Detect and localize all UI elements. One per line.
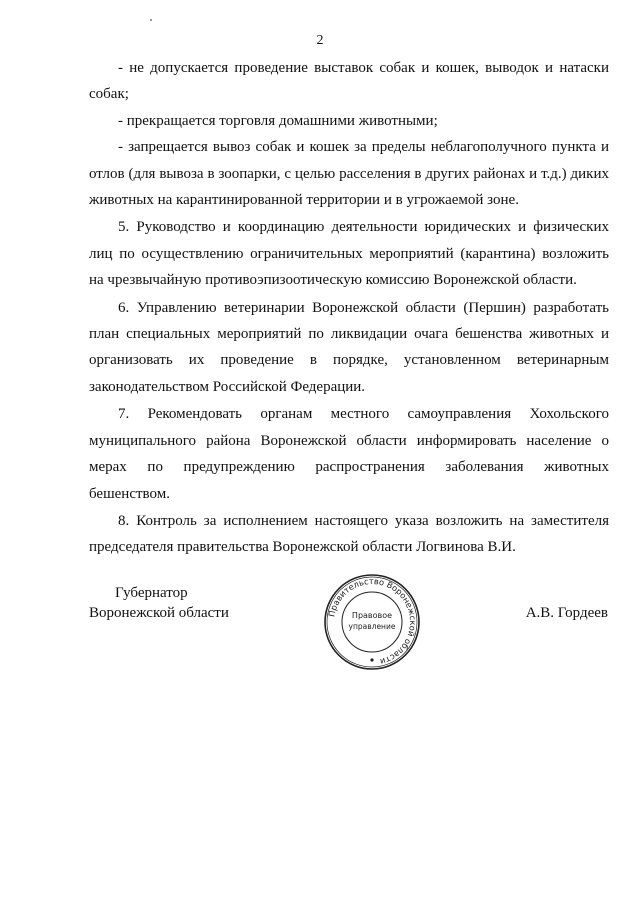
signatory-title-line1: Губернатор xyxy=(115,585,188,601)
paragraph-item-7: 7. Рекомендовать органам местного самоуправления Хохольского муниципального района Воронежской области информировать население о мерах по предупреждению распространения заболевания животных бешенством. xyxy=(89,406,609,502)
signatory-title xyxy=(89,583,289,623)
signatory-title-line2: Воронежской области xyxy=(89,605,229,621)
paragraph-item-6: 6. Управлению ветеринарии Воронежской области (Першин) разработать план специальных мероприятий по ликвидации очага бешенства животных и организовать их проведение в порядке, установленном ветеринарным законодательством Российской Федерации. xyxy=(89,299,609,395)
paragraph-item-5: 5. Руководство и координацию деятельности юридических и физических лиц по осуществлению ограничительных мероприятий (карантина) возложить на чрезвычайную противоэпизоотическую комиссию Воронежской области. xyxy=(89,219,609,289)
signatory-name: А.В. Гордеев xyxy=(525,605,608,621)
paragraph-pet-trade-stop: - прекращается торговля домашними животными; xyxy=(118,112,438,129)
stamp-center-line2: управление xyxy=(348,622,396,631)
paragraph-exhibitions-ban: - не допускается проведение выставок собак и кошек, выводок и натаски собак; xyxy=(89,60,609,103)
official-stamp xyxy=(322,572,422,672)
paragraph-item-8: 8. Контроль за исполнением настоящего указа возложить на заместителя председателя правительства Воронежской области Логвинова В.И. xyxy=(89,512,609,556)
paragraph-export-ban: - запрещается вывоз собак и кошек за пределы неблагополучного пункта и отлов (для вывоза в зоопарки, с целью расселения в других районах и т.д.) диких животных на карантинированной территории и в угрожаемой зоне. xyxy=(89,139,609,209)
stamp-center-line1: Правовое xyxy=(351,611,393,620)
document-body xyxy=(89,55,609,561)
page-number: 2 xyxy=(316,33,324,48)
stamp-star-icon xyxy=(370,658,373,661)
stamp-ring-text: Правительство Воронежской области xyxy=(326,575,419,668)
scan-speck xyxy=(150,19,152,21)
